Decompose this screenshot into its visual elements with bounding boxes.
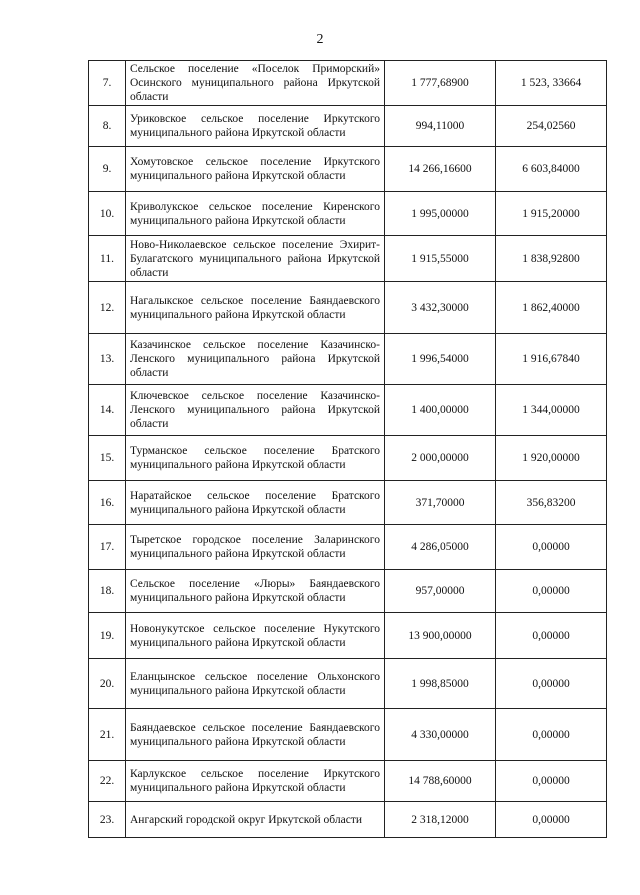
table-row xyxy=(89,570,607,613)
allocation-table xyxy=(88,60,607,838)
page-number: 2 xyxy=(316,32,324,47)
amount-total: 1 777,68900 xyxy=(385,61,496,106)
amount-total: 957,00000 xyxy=(385,570,496,613)
settlement-name: Сельское поселение «Поселок Приморский» Осинского муниципального района Иркутской области xyxy=(126,61,385,106)
settlement-name: Ново-Николаевское сельское поселение Эхирит-Булагатского муниципального района Иркутской области xyxy=(126,236,385,282)
table-row xyxy=(89,436,607,481)
amount-share: 1 862,40000 xyxy=(496,282,607,334)
amount-share: 1 916,67840 xyxy=(496,334,607,385)
settlement-name: Уриковское сельское поселение Иркутского муниципального района Иркутской области xyxy=(126,106,385,147)
amount-total: 1 995,00000 xyxy=(385,192,496,236)
row-number: 7. xyxy=(89,61,126,106)
amount-total: 4 330,00000 xyxy=(385,709,496,761)
table-row xyxy=(89,802,607,838)
settlement-name: Новонукутское сельское поселение Нукутского муниципального района Иркутской области xyxy=(126,613,385,659)
amount-total: 1 996,54000 xyxy=(385,334,496,385)
settlement-name: Еланцынское сельское поселение Ольхонского муниципального района Иркутской области xyxy=(126,659,385,709)
amount-total: 3 432,30000 xyxy=(385,282,496,334)
row-number: 8. xyxy=(89,106,126,147)
amount-share: 0,00000 xyxy=(496,709,607,761)
row-number: 15. xyxy=(89,436,126,481)
table-row xyxy=(89,709,607,761)
amount-share: 1 523, 33664 xyxy=(496,61,607,106)
row-number: 10. xyxy=(89,192,126,236)
amount-share: 1 915,20000 xyxy=(496,192,607,236)
amount-share: 0,00000 xyxy=(496,613,607,659)
amount-total: 2 000,00000 xyxy=(385,436,496,481)
amount-total: 1 998,85000 xyxy=(385,659,496,709)
row-number: 14. xyxy=(89,385,126,436)
row-number: 17. xyxy=(89,525,126,570)
row-number: 13. xyxy=(89,334,126,385)
table-row xyxy=(89,525,607,570)
amount-total: 14 788,60000 xyxy=(385,761,496,802)
amount-share: 0,00000 xyxy=(496,570,607,613)
amount-share: 0,00000 xyxy=(496,802,607,838)
table-row xyxy=(89,481,607,525)
row-number: 23. xyxy=(89,802,126,838)
amount-share: 1 920,00000 xyxy=(496,436,607,481)
amount-share: 356,83200 xyxy=(496,481,607,525)
amount-total: 371,70000 xyxy=(385,481,496,525)
settlement-name: Тыретское городское поселение Заларинского муниципального района Иркутской области xyxy=(126,525,385,570)
settlement-name: Ангарский городской округ Иркутской области xyxy=(126,802,385,838)
settlement-name: Наратайское сельское поселение Братского муниципального района Иркутской области xyxy=(126,481,385,525)
settlement-name: Карлукское сельское поселение Иркутского муниципального района Иркутской области xyxy=(126,761,385,802)
table-row xyxy=(89,236,607,282)
settlement-name: Казачинское сельское поселение Казачинско-Ленского муниципального района Иркутской области xyxy=(126,334,385,385)
row-number: 18. xyxy=(89,570,126,613)
amount-share: 254,02560 xyxy=(496,106,607,147)
amount-share: 1 344,00000 xyxy=(496,385,607,436)
settlement-name: Баяндаевское сельское поселение Баяндаевского муниципального района Иркутской области xyxy=(126,709,385,761)
settlement-name: Криволукское сельское поселение Киренского муниципального района Иркутской области xyxy=(126,192,385,236)
amount-total: 1 400,00000 xyxy=(385,385,496,436)
amount-share: 6 603,84000 xyxy=(496,147,607,192)
amount-share: 0,00000 xyxy=(496,659,607,709)
amount-total: 14 266,16600 xyxy=(385,147,496,192)
amount-total: 2 318,12000 xyxy=(385,802,496,838)
settlement-name: Ключевское сельское поселение Казачинско-Ленского муниципального района Иркутской области xyxy=(126,385,385,436)
table-row xyxy=(89,761,607,802)
row-number: 12. xyxy=(89,282,126,334)
table-row xyxy=(89,106,607,147)
settlement-name: Нагалыкское сельское поселение Баяндаевского муниципального района Иркутской области xyxy=(126,282,385,334)
table-row xyxy=(89,613,607,659)
table-row xyxy=(89,659,607,709)
amount-share: 0,00000 xyxy=(496,761,607,802)
amount-share: 0,00000 xyxy=(496,525,607,570)
amount-total: 1 915,55000 xyxy=(385,236,496,282)
settlement-name: Хомутовское сельское поселение Иркутского муниципального района Иркутской области xyxy=(126,147,385,192)
table-row xyxy=(89,385,607,436)
settlement-name: Сельское поселение «Люры» Баяндаевского муниципального района Иркутской области xyxy=(126,570,385,613)
amount-total: 994,11000 xyxy=(385,106,496,147)
settlement-name: Турманское сельское поселение Братского муниципального района Иркутской области xyxy=(126,436,385,481)
row-number: 11. xyxy=(89,236,126,282)
table-row xyxy=(89,147,607,192)
row-number: 16. xyxy=(89,481,126,525)
table-row xyxy=(89,282,607,334)
table-row xyxy=(89,61,607,106)
row-number: 20. xyxy=(89,659,126,709)
table-row xyxy=(89,192,607,236)
row-number: 22. xyxy=(89,761,126,802)
row-number: 9. xyxy=(89,147,126,192)
table-row xyxy=(89,334,607,385)
amount-share: 1 838,92800 xyxy=(496,236,607,282)
row-number: 21. xyxy=(89,709,126,761)
row-number: 19. xyxy=(89,613,126,659)
amount-total: 13 900,00000 xyxy=(385,613,496,659)
amount-total: 4 286,05000 xyxy=(385,525,496,570)
